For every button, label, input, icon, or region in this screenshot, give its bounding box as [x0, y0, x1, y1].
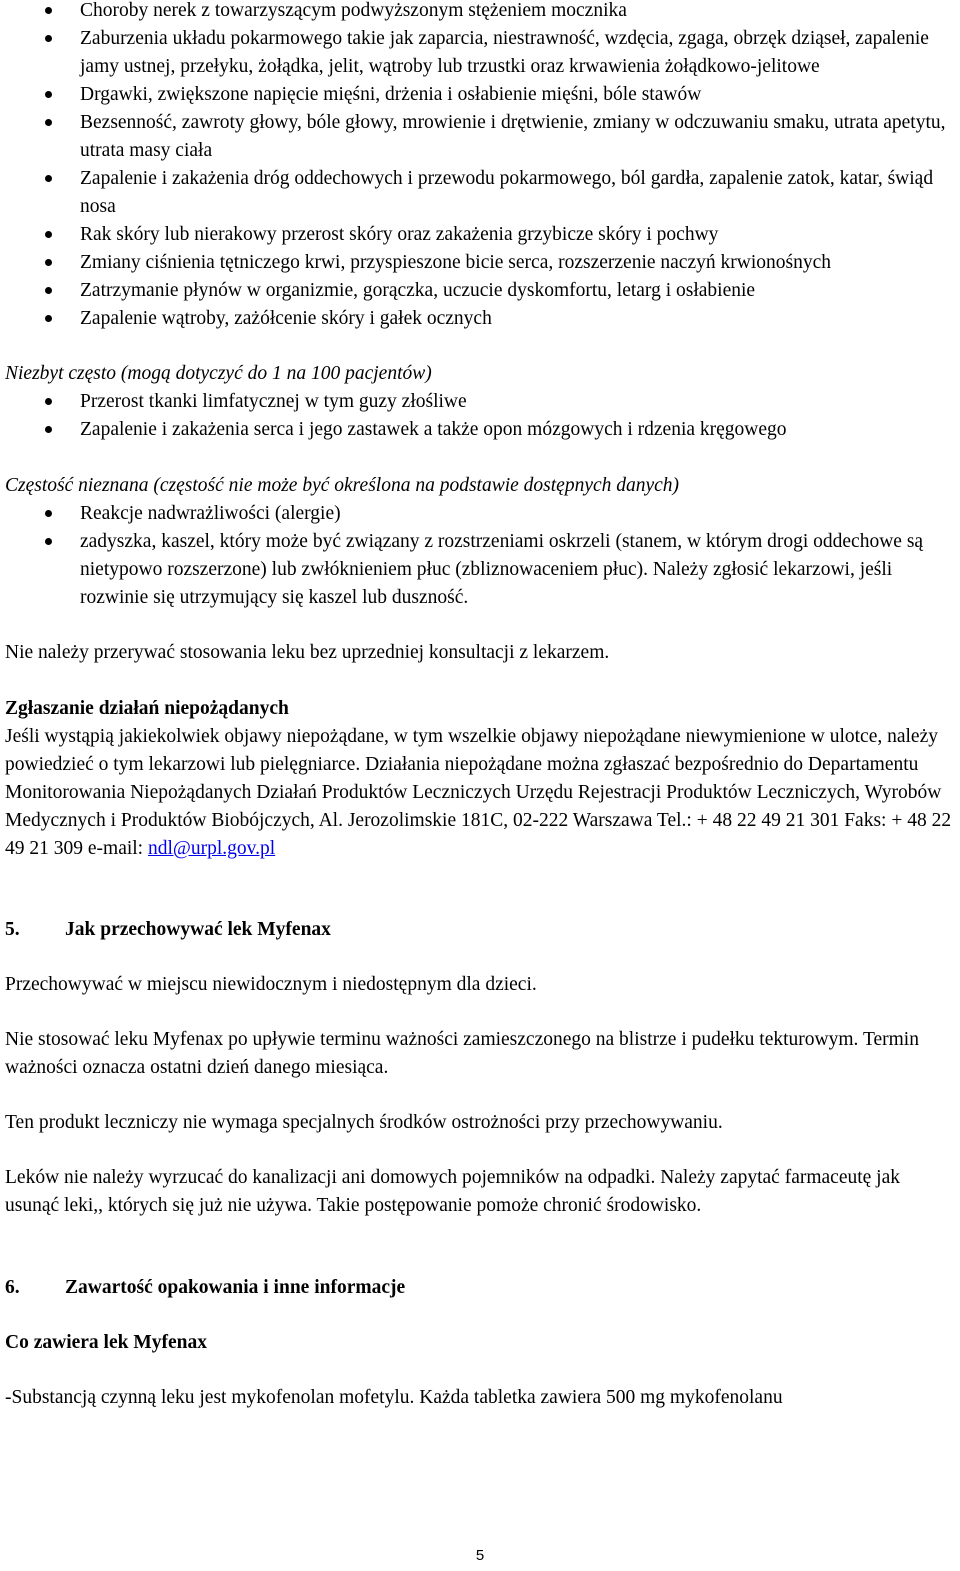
contains-paragraph: -Substancją czynną leku jest mykofenolan mofetylu. Każda tabletka zawiera 500 mg mykofenolanu	[5, 1387, 783, 1408]
section-5-title: Jak przechowywać lek Myfenax	[65, 919, 331, 940]
side-effects-list-uncommon	[5, 388, 957, 444]
document-page	[5, 0, 957, 1412]
section-5-heading	[5, 916, 957, 944]
list-item: zadyszka, kaszel, który może być związany z rozstrzeniami oskrzeli (stanem, w którym drogi oddechowe są nietypowo rozszerzone) lub zwłóknieniem płuc (zbliznowaceniem płuc). Należy zgłosić lekarzowi, jeśli rozwinie się utrzymujący się kaszel lub duszność.	[5, 528, 957, 612]
list-item: Choroby nerek z towarzyszącym podwyższonym stężeniem mocznika	[5, 0, 957, 25]
storage-paragraph: Nie stosować leku Myfenax po upływie terminu ważności zamieszczonego na blistrze i pudełku tekturowym. Termin ważności oznacza ostatni dzień danego miesiąca.	[5, 1029, 919, 1078]
contains-heading: Co zawiera lek Myfenax	[5, 1332, 207, 1353]
side-effects-list-common	[5, 0, 957, 333]
section-6-heading	[5, 1274, 957, 1302]
list-item: Rak skóry lub nierakowy przerost skóry oraz zakażenia grzybicze skóry i pochwy	[5, 221, 957, 249]
list-item: Zmiany ciśnienia tętniczego krwi, przyspieszone bicie serca, rozszerzenie naczyń krwionośnych	[5, 249, 957, 277]
page-number: 5	[475, 1547, 485, 1564]
unknown-frequency-heading: Częstość nieznana (częstość nie może być określona na podstawie dostępnych danych)	[5, 475, 680, 496]
list-item: Reakcje nadwrażliwości (alergie)	[5, 500, 957, 528]
uncommon-frequency-heading: Niezbyt często (mogą dotyczyć do 1 na 100 pacjentów)	[5, 363, 432, 384]
report-email-link[interactable]: ndl@urpl.gov.pl	[147, 838, 276, 859]
list-item: Drgawki, zwiększone napięcie mięśni, drżenia i osłabienie mięśni, bóle stawów	[5, 81, 957, 109]
side-effects-list-unknown	[5, 500, 957, 612]
section-6-number: 6.	[5, 1277, 20, 1298]
list-item: Zapalenie i zakażenia dróg oddechowych i przewodu pokarmowego, ból gardła, zapalenie zatok, katar, świąd nosa	[5, 165, 957, 221]
section-5-number: 5.	[5, 919, 20, 940]
reporting-text: Jeśli wystąpią jakiekolwiek objawy niepożądane, w tym wszelkie objawy niepożądane niewymienione w ulotce, należy powiedzieć o tym lekarzowi lub pielęgniarce. Działania niepożądane można zgłaszać bezpośrednio do Departamentu Monitorowania Niepożądanych Działań Produktów Leczniczych Urzędu Rejestracji Produktów Leczniczych, Wyrobów Medycznych i Produktów Biobójczych, Al. Jerozolimskie 181C, 02-222 Warszawa Tel.: + 48 22 49 21 301 Faks: + 48 22 49 21 309 e-mail:	[5, 726, 952, 859]
list-item: Przerost tkanki limfatycznej w tym guzy złośliwe	[5, 388, 957, 416]
reporting-paragraph	[5, 723, 957, 863]
list-item: Zapalenie wątroby, zażółcenie skóry i gałek ocznych	[5, 305, 957, 333]
list-item: Zapalenie i zakażenia serca i jego zastawek a także opon mózgowych i rdzenia kręgowego	[5, 416, 957, 444]
storage-paragraph: Leków nie należy wyrzucać do kanalizacji ani domowych pojemników na odpadki. Należy zapytać farmaceutę jak usunąć leki,, których się już nie używa. Takie postępowanie pomoże chronić środowisko.	[5, 1167, 900, 1216]
list-item: Zaburzenia układu pokarmowego takie jak zaparcia, niestrawność, wzdęcia, zgaga, obrzęk dziąseł, zapalenie jamy ustnej, przełyku, żołądka, jelit, wątroby lub trzustki oraz krwawienia żołądkowo-jelitowe	[5, 25, 957, 81]
list-item: Bezsenność, zawroty głowy, bóle głowy, mrowienie i drętwienie, zmiany w odczuwaniu smaku, utrata apetytu, utrata masy ciała	[5, 109, 957, 165]
section-6-title: Zawartość opakowania i inne informacje	[65, 1277, 406, 1298]
storage-paragraph: Przechowywać w miejscu niewidocznym i niedostępnym dla dzieci.	[5, 974, 537, 995]
list-item: Zatrzymanie płynów w organizmie, gorączka, uczucie dyskomfortu, letarg i osłabienie	[5, 277, 957, 305]
do-not-stop-paragraph: Nie należy przerywać stosowania leku bez uprzedniej konsultacji z lekarzem.	[5, 642, 610, 663]
reporting-heading: Zgłaszanie działań niepożądanych	[5, 698, 289, 719]
storage-paragraph: Ten produkt leczniczy nie wymaga specjalnych środków ostrożności przy przechowywaniu.	[5, 1112, 723, 1133]
